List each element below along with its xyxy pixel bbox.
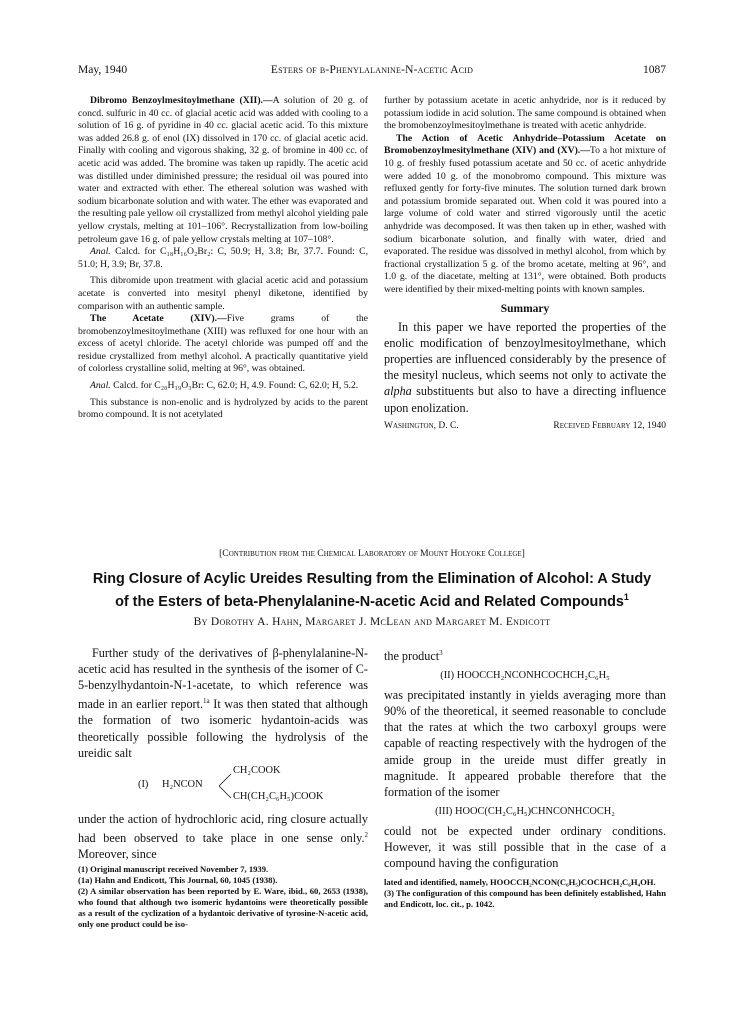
summary-paragraph bbox=[384, 319, 666, 416]
formula-I-label: (I) bbox=[138, 778, 149, 790]
analysis-1-text: Calcd. for C₁₈H₁₆O₂Br₂: C, 50.9; H, 3.8; Br, 37.7. Found: C, 51.0; H, 3.9; Br, 37.8. bbox=[78, 246, 369, 270]
footnotes-right bbox=[384, 877, 666, 910]
acetate-text: Five grams of the bromobenzoylmesitoylmethane (XIII) was refluxed for one hour with an excess of acetyl chloride. The acetyl chloride was pumped off and the residue crystallized from methyl alcohol. A practically quantitative yield of colorless crystalline solid, melting at 96°, was obtained. bbox=[78, 313, 368, 375]
dibromo-paragraph bbox=[78, 95, 368, 246]
intro-ref: 1a bbox=[203, 697, 210, 706]
formula-I bbox=[78, 765, 368, 807]
intro-text-a: Further study of the derivatives of β-phenylalanine-N-acetic acid has resulted in the synthesis of the isomer of C-5-benzylhydantoin-N-1-acetate, to which reference was made in an earlier report. bbox=[78, 646, 368, 712]
product-paragraph bbox=[384, 645, 666, 664]
footnote-1: (1) Original manuscript received November 7, 1939. bbox=[78, 864, 269, 875]
signature-line bbox=[384, 420, 666, 433]
formula-I-top: CH₂COOK bbox=[233, 764, 281, 776]
analysis-1 bbox=[78, 246, 368, 271]
title-line-2-text: of the Esters of beta-Phenylalanine-N-acetic Acid and Related Compounds bbox=[115, 593, 624, 610]
summary-body bbox=[384, 319, 666, 416]
summary-heading: Summary bbox=[500, 302, 550, 315]
ring-closure-paragraph bbox=[78, 811, 368, 862]
page-number: 1087 bbox=[643, 64, 666, 76]
ring-closure-text-a: under the action of hydrochloric acid, ring closure actually had been observed to take place in one sense only. bbox=[78, 811, 368, 845]
rates-body bbox=[384, 687, 666, 800]
action-heading: The Action of Acetic Anhydride–Potassium Acetate on Bromobenzoylmesitylmethane (XIV) and (XV).— bbox=[384, 132, 666, 157]
header-title: Esters of β-Phenylalanine-N-acetic Acid bbox=[270, 64, 474, 76]
intro-body bbox=[78, 645, 368, 761]
right-column-top bbox=[384, 95, 666, 432]
authors-line: By Dorothy A. Hahn, Margaret J. McLean and Margaret M. Endicott bbox=[193, 616, 551, 628]
analysis-2-label: Anal. bbox=[90, 380, 111, 392]
ring-closure-body bbox=[78, 811, 368, 862]
header-date: May, 1940 bbox=[78, 64, 128, 76]
formula-I-left: H₂NCON bbox=[162, 778, 203, 790]
ring-closure-text-b: Moreover, since bbox=[78, 846, 157, 861]
footnote-2-continued: lated and identified, namely, HOOCCH₂NCON(C₆H₅)COCHCH₂C₆H₄OH. bbox=[384, 877, 656, 888]
analysis-2 bbox=[78, 380, 368, 393]
footnote-2: (2) A similar observation has been reported by E. Ware, ibid., 60, 2653 (1938), who found that although two isomeric hydantoins were theoretically possible as a result of the cyclization of a hydantoic derivative of tyrosine-N-acetic acid, only one product could be iso- bbox=[78, 886, 368, 930]
action-paragraph bbox=[384, 133, 666, 297]
formula-I-bottom: CH(CH₂C₆H₅)COOK bbox=[233, 790, 324, 802]
product-body bbox=[384, 645, 666, 664]
summary-text-b: substituents but also to have a directing influence upon enolization. bbox=[384, 384, 666, 415]
footnote-3: (3) The configuration of this compound has been definitely established, Hahn and Endicott, loc. cit., p. 1042. bbox=[384, 888, 666, 910]
article-title bbox=[78, 570, 666, 611]
rates-paragraph: was precipitated instantly in yields averaging more than 90% of the theoretical, it seemed reasonable to conclude that the rates at which the two carboxyl groups were capable of reacting respectively with the hydrogen of the amide group in the ureide must differ greatly in magnitude. It appeared probable therefore that the formation of the isomer bbox=[384, 688, 666, 799]
configuration-paragraph: could not be expected under ordinary conditions. However, it was still possible that in the case of a compound having the configuration bbox=[384, 823, 666, 870]
analysis-1-label: Anal. bbox=[90, 246, 111, 258]
ring-closure-ref: 2 bbox=[364, 830, 368, 839]
action-text: To a hot mixture of 10 g. of freshly fused potassium acetate and 50 cc. of acetic anhydride were added 10 g. of the monobromo compound. This mixture was refluxed gently for forty-five minutes. The solution turned dark brown and potassium bromide separated out. When cold it was poured into a large volume of cold water and stirred vigorously until the acetic anhydride was decomposed. It was then taken up in ether, washed with sodium bicarbonate solution, and finally with water, dried and evaporated. The residue was dissolved in methyl alcohol, from which by fractional crystallization 5 g. of the bromo acetate, melting at 96°, and 1.0 g. of the diacetate, melting at 131°, were obtained. Both products were identified by their mixed-melting points with known samples. bbox=[384, 145, 666, 295]
configuration-body bbox=[384, 823, 666, 871]
intro-paragraph bbox=[78, 645, 368, 761]
right-column-bottom bbox=[384, 645, 666, 910]
continuation-paragraph: further by potassium acetate in acetic anhydride, nor is it reduced by potassium iodide in acid solution. The same compound is obtained when the bromobenzoylmesitoylmethane is treated with acetic anhydride. bbox=[384, 95, 666, 132]
summary-alpha: alpha bbox=[384, 384, 412, 399]
acetate-paragraph bbox=[78, 313, 368, 376]
title-line-2 bbox=[78, 588, 666, 611]
left-column-bottom bbox=[78, 645, 368, 930]
contribution-line: [Contribution from the Chemical Laboratory of Mount Holyoke College] bbox=[219, 548, 525, 559]
footnotes-left bbox=[78, 864, 368, 930]
product-text: the product bbox=[384, 649, 440, 664]
received-date: Received February 12, 1940 bbox=[553, 420, 666, 431]
title-footnote-ref: 1 bbox=[623, 592, 629, 602]
product-ref: 3 bbox=[439, 649, 443, 657]
dibromide-paragraph: This dibromide upon treatment with glacial acetic acid and potassium acetate is converted into mesityl phenyl diketone, identified by comparison with an authentic sample. bbox=[78, 275, 368, 312]
non-enolic-paragraph: This substance is non-enolic and is hydrolyzed by acids to the parent bromo compound. It is not acetylated bbox=[78, 396, 368, 421]
intro-text-b: It was then stated that although the formation of two isomeric hydantoin-acids was theoretically possible following the hydrolysis of the ureidic salt bbox=[78, 697, 368, 760]
title-line-1: Ring Closure of Acylic Ureides Resulting from the Elimination of Alcohol: A Study bbox=[92, 571, 652, 587]
running-header bbox=[78, 64, 666, 80]
formula-I-branch bbox=[218, 769, 232, 803]
formula-II: (II) HOOCCH₂NCONHCOCHCH₂C₆H₅ bbox=[440, 670, 610, 682]
acetate-heading: The Acetate (XIV).— bbox=[90, 313, 227, 325]
left-column-top bbox=[78, 95, 368, 422]
place: Washington, D. C. bbox=[384, 420, 459, 431]
dibromo-text: A solution of 20 g. of concd. sulfuric in 40 cc. of glacial acetic acid was added with cooling to a solution of 16 g. of pyridine in 40 cc. glacial acetic acid. To this mixture was added 26.8 g. of enol (IX) dissolved in 170 cc. of glacial acetic acid. Finally with cooling and vigorous shaking, 32 g. of bromine in 400 cc. of acetic acid was added. The bromine was taken up rapidly. The acetic acid was distilled under diminished pressure; the residual oil was poured into water and extracted with ether. The ethereal solution was washed with sodium bicarbonate solution and with water. The ether was evaporated and the resulting pale yellow oil crystallized from methyl alcohol yielding pale yellow crystals, melting at 101–106°. Recrystallization from low-boiling petroleum gave 16 g. of pale yellow crystals melting at 107–108°. bbox=[78, 95, 368, 245]
formula-III: (III) HOOC(CH₂C₆H₅)CHNCONHCOCH₂ bbox=[435, 805, 615, 817]
summary-text-a: In this paper we have reported the properties of the enolic modification of benzoylmesitoylmethane, which properties are influenced considerably by the presence of the mesityl nucleus, which seems not only to activate the bbox=[384, 320, 666, 383]
footnote-1a: (1a) Hahn and Endicott, This Journal, 60, 1045 (1938). bbox=[78, 875, 278, 886]
analysis-2-text: Calcd. for C₂₀H₁₉O₃Br: C, 62.0; H, 4.9. Found: C, 62.0; H, 5.2. bbox=[113, 380, 359, 392]
dibromo-heading: Dibromo Benzoylmesitoylmethane (XII).— bbox=[90, 95, 273, 106]
